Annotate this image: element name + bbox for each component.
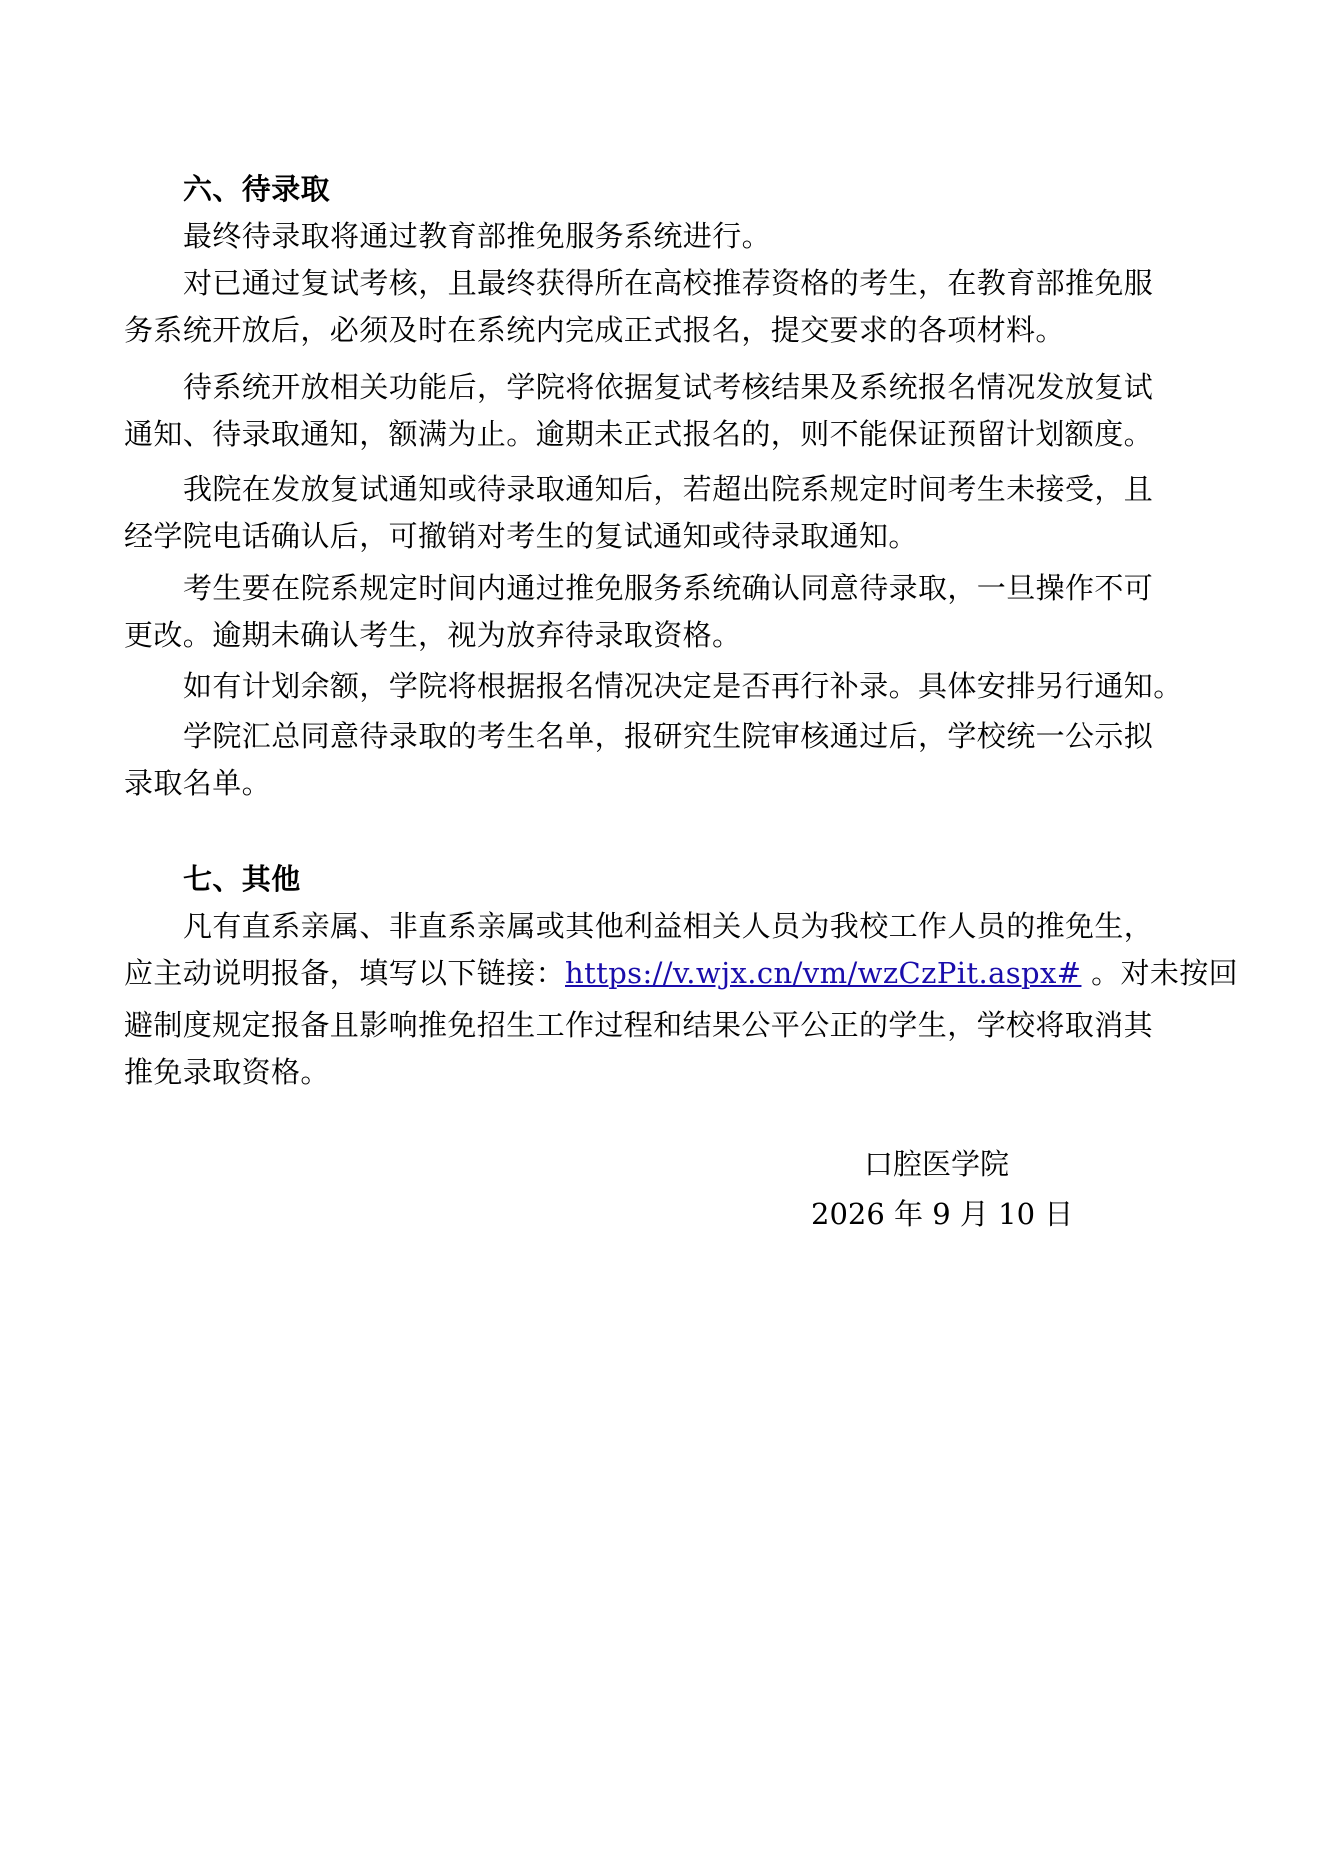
paragraph-line: 凡有直系亲属、非直系亲属或其他利益相关人员为我校工作人员的推免生， — [183, 909, 1154, 943]
paragraph-line: 如有计划余额，学院将根据报名情况决定是否再行补录。具体安排另行通知。 — [183, 669, 1183, 703]
paragraph-line — [124, 952, 1239, 994]
paragraph-line: 我院在发放复试通知或待录取通知后，若超出院系规定时间考生未接受，且 — [183, 472, 1154, 506]
paragraph-line: 经学院电话确认后，可撤销对考生的复试通知或待录取通知。 — [124, 519, 918, 553]
signature-date: 2026 年 9 月 10 日 — [811, 1197, 1074, 1231]
paragraph-line: 对已通过复试考核，且最终获得所在高校推荐资格的考生，在教育部推免服 — [183, 266, 1154, 300]
paragraph-line: 待系统开放相关功能后，学院将依据复试考核结果及系统报名情况发放复试 — [183, 370, 1154, 404]
paragraph-line: 最终待录取将通过教育部推免服务系统进行。 — [183, 219, 772, 253]
paragraph-line: 通知、待录取通知，额满为止。逾期未正式报名的，则不能保证预留计划额度。 — [124, 417, 1154, 451]
link-suffix-text: 。对未按回 — [1081, 956, 1239, 990]
paragraph-line: 务系统开放后，必须及时在系统内完成正式报名，提交要求的各项材料。 — [124, 313, 1065, 347]
registration-link[interactable]: https://v.wjx.cn/vm/wzCzPit.aspx# — [565, 956, 1082, 990]
paragraph-line: 推免录取资格。 — [124, 1055, 330, 1089]
paragraph-line: 考生要在院系规定时间内通过推免服务系统确认同意待录取，一旦操作不可 — [183, 571, 1154, 605]
section-7-heading: 七、其他 — [183, 862, 301, 896]
paragraph-line: 录取名单。 — [124, 766, 272, 800]
paragraph-line: 学院汇总同意待录取的考生名单，报研究生院审核通过后，学校统一公示拟 — [183, 719, 1154, 753]
section-6-heading: 六、待录取 — [183, 172, 331, 206]
paragraph-line: 更改。逾期未确认考生，视为放弃待录取资格。 — [124, 618, 742, 652]
signature-org: 口腔医学院 — [864, 1147, 1010, 1181]
link-prefix-text: 应主动说明报备，填写以下链接： — [124, 956, 566, 990]
paragraph-line: 避制度规定报备且影响推免招生工作过程和结果公平公正的学生，学校将取消其 — [124, 1008, 1154, 1042]
